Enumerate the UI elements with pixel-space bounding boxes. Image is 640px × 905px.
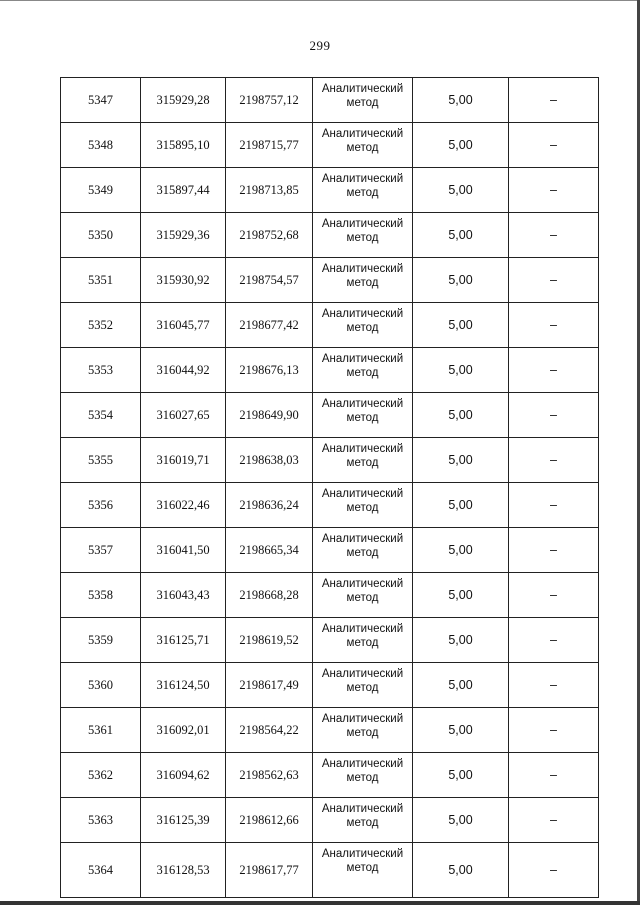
accuracy-cell: 5,00 [413, 123, 509, 168]
table-row [61, 618, 599, 663]
accuracy-cell: 5,00 [413, 78, 509, 123]
note-cell: – [509, 78, 599, 123]
x-coordinate-cell: 315929,36 [141, 213, 226, 258]
note-cell: – [509, 663, 599, 708]
method-label-line2: метод [346, 592, 379, 604]
method-label-line2: метод [346, 277, 379, 289]
method-cell [313, 348, 413, 393]
y-coordinate-cell: 2198617,49 [226, 663, 313, 708]
note-cell: – [509, 393, 599, 438]
method-cell [313, 303, 413, 348]
method-label-line2: метод [346, 322, 379, 334]
y-coordinate-cell: 2198564,22 [226, 708, 313, 753]
method-cell [313, 483, 413, 528]
x-coordinate-cell: 316124,50 [141, 663, 226, 708]
method-label-line1: Аналитический [321, 668, 404, 680]
method-label-line1: Аналитический [321, 353, 404, 365]
point-number-cell: 5349 [61, 168, 141, 213]
method-cell [313, 618, 413, 663]
note-cell: – [509, 168, 599, 213]
table-row [61, 663, 599, 708]
x-coordinate-cell: 316044,92 [141, 348, 226, 393]
point-number-cell: 5348 [61, 123, 141, 168]
method-cell [313, 798, 413, 843]
y-coordinate-cell: 2198752,68 [226, 213, 313, 258]
method-cell [313, 708, 413, 753]
x-coordinate-cell: 316128,53 [141, 843, 226, 898]
x-coordinate-cell: 316125,71 [141, 618, 226, 663]
y-coordinate-cell: 2198649,90 [226, 393, 313, 438]
x-coordinate-cell: 316045,77 [141, 303, 226, 348]
y-coordinate-cell: 2198715,77 [226, 123, 313, 168]
accuracy-cell: 5,00 [413, 663, 509, 708]
point-number-cell: 5347 [61, 78, 141, 123]
table-row [61, 438, 599, 483]
method-label-line2: метод [346, 547, 379, 559]
x-coordinate-cell: 315929,28 [141, 78, 226, 123]
point-number-cell: 5362 [61, 753, 141, 798]
accuracy-cell: 5,00 [413, 843, 509, 898]
point-number-cell: 5360 [61, 663, 141, 708]
note-cell: – [509, 123, 599, 168]
note-cell: – [509, 753, 599, 798]
note-cell: – [509, 483, 599, 528]
x-coordinate-cell: 316043,43 [141, 573, 226, 618]
method-cell [313, 258, 413, 303]
method-label-line1: Аналитический [321, 758, 404, 770]
table-row [61, 843, 599, 898]
method-label-line1: Аналитический [321, 713, 404, 725]
coordinates-table [60, 77, 599, 898]
method-label-line1: Аналитический [321, 533, 404, 545]
point-number-cell: 5364 [61, 843, 141, 898]
method-cell [313, 168, 413, 213]
method-label-line1: Аналитический [321, 83, 404, 95]
method-label-line1: Аналитический [321, 263, 404, 275]
method-label-line2: метод [346, 772, 379, 784]
y-coordinate-cell: 2198617,77 [226, 843, 313, 898]
method-cell [313, 78, 413, 123]
accuracy-cell: 5,00 [413, 753, 509, 798]
method-cell [313, 213, 413, 258]
method-label-line2: метод [346, 457, 379, 469]
table-body [61, 78, 599, 898]
method-label-line1: Аналитический [321, 803, 404, 815]
accuracy-cell: 5,00 [413, 213, 509, 258]
table-row [61, 78, 599, 123]
point-number-cell: 5355 [61, 438, 141, 483]
note-cell: – [509, 573, 599, 618]
method-cell [313, 663, 413, 708]
method-label-line1: Аналитический [321, 623, 404, 635]
note-cell: – [509, 528, 599, 573]
point-number-cell: 5353 [61, 348, 141, 393]
method-cell [313, 528, 413, 573]
y-coordinate-cell: 2198619,52 [226, 618, 313, 663]
x-coordinate-cell: 316041,50 [141, 528, 226, 573]
table-row [61, 393, 599, 438]
x-coordinate-cell: 315895,10 [141, 123, 226, 168]
accuracy-cell: 5,00 [413, 258, 509, 303]
x-coordinate-cell: 315897,44 [141, 168, 226, 213]
accuracy-cell: 5,00 [413, 528, 509, 573]
method-label-line1: Аналитический [321, 488, 404, 500]
method-label-line2: метод [346, 142, 379, 154]
accuracy-cell: 5,00 [413, 348, 509, 393]
accuracy-cell: 5,00 [413, 168, 509, 213]
y-coordinate-cell: 2198713,85 [226, 168, 313, 213]
y-coordinate-cell: 2198562,63 [226, 753, 313, 798]
accuracy-cell: 5,00 [413, 303, 509, 348]
y-coordinate-cell: 2198676,13 [226, 348, 313, 393]
point-number-cell: 5357 [61, 528, 141, 573]
note-cell: – [509, 348, 599, 393]
table-row [61, 213, 599, 258]
x-coordinate-cell: 316094,62 [141, 753, 226, 798]
method-label-line1: Аналитический [321, 173, 404, 185]
accuracy-cell: 5,00 [413, 798, 509, 843]
method-label-line1: Аналитический [321, 218, 404, 230]
point-number-cell: 5358 [61, 573, 141, 618]
method-cell [313, 843, 413, 898]
note-cell: – [509, 438, 599, 483]
point-number-cell: 5352 [61, 303, 141, 348]
method-label-line2: метод [346, 727, 379, 739]
point-number-cell: 5350 [61, 213, 141, 258]
method-label-line2: метод [346, 637, 379, 649]
method-label-line2: метод [346, 97, 379, 109]
accuracy-cell: 5,00 [413, 438, 509, 483]
method-cell [313, 573, 413, 618]
method-label-line2: метод [346, 682, 379, 694]
method-label-line1: Аналитический [321, 398, 404, 410]
accuracy-cell: 5,00 [413, 708, 509, 753]
table-row [61, 168, 599, 213]
method-cell [313, 393, 413, 438]
accuracy-cell: 5,00 [413, 393, 509, 438]
method-label-line2: метод [346, 412, 379, 424]
method-label-line2: метод [346, 367, 379, 379]
method-label-line2: метод [346, 817, 379, 829]
table-row [61, 573, 599, 618]
table-row [61, 528, 599, 573]
accuracy-cell: 5,00 [413, 573, 509, 618]
point-number-cell: 5354 [61, 393, 141, 438]
table-row [61, 348, 599, 393]
y-coordinate-cell: 2198638,03 [226, 438, 313, 483]
y-coordinate-cell: 2198757,12 [226, 78, 313, 123]
scan-edge-bottom [0, 901, 640, 905]
method-label-line2: метод [346, 502, 379, 514]
x-coordinate-cell: 316027,65 [141, 393, 226, 438]
method-label-line1: Аналитический [321, 578, 404, 590]
table-row [61, 258, 599, 303]
method-cell [313, 753, 413, 798]
method-label-line1: Аналитический [321, 443, 404, 455]
method-label-line1: Аналитический [321, 848, 404, 860]
accuracy-cell: 5,00 [413, 618, 509, 663]
note-cell: – [509, 618, 599, 663]
method-cell [313, 123, 413, 168]
point-number-cell: 5351 [61, 258, 141, 303]
method-label-line2: метод [346, 862, 379, 874]
note-cell: – [509, 213, 599, 258]
method-label-line1: Аналитический [321, 128, 404, 140]
note-cell: – [509, 843, 599, 898]
x-coordinate-cell: 315930,92 [141, 258, 226, 303]
y-coordinate-cell: 2198677,42 [226, 303, 313, 348]
page-number: 299 [309, 38, 331, 53]
method-cell [313, 438, 413, 483]
y-coordinate-cell: 2198668,28 [226, 573, 313, 618]
table-row [61, 123, 599, 168]
point-number-cell: 5363 [61, 798, 141, 843]
table-row [61, 798, 599, 843]
x-coordinate-cell: 316019,71 [141, 438, 226, 483]
table-row [61, 708, 599, 753]
x-coordinate-cell: 316022,46 [141, 483, 226, 528]
note-cell: – [509, 303, 599, 348]
scan-edge-top [0, 0, 640, 1]
point-number-cell: 5359 [61, 618, 141, 663]
method-label-line1: Аналитический [321, 308, 404, 320]
note-cell: – [509, 258, 599, 303]
method-label-line2: метод [346, 232, 379, 244]
note-cell: – [509, 708, 599, 753]
table-row [61, 303, 599, 348]
point-number-cell: 5361 [61, 708, 141, 753]
x-coordinate-cell: 316092,01 [141, 708, 226, 753]
accuracy-cell: 5,00 [413, 483, 509, 528]
table-row [61, 483, 599, 528]
point-number-cell: 5356 [61, 483, 141, 528]
y-coordinate-cell: 2198636,24 [226, 483, 313, 528]
table-row [61, 753, 599, 798]
method-label-line2: метод [346, 187, 379, 199]
y-coordinate-cell: 2198612,66 [226, 798, 313, 843]
y-coordinate-cell: 2198754,57 [226, 258, 313, 303]
x-coordinate-cell: 316125,39 [141, 798, 226, 843]
note-cell: – [509, 798, 599, 843]
y-coordinate-cell: 2198665,34 [226, 528, 313, 573]
